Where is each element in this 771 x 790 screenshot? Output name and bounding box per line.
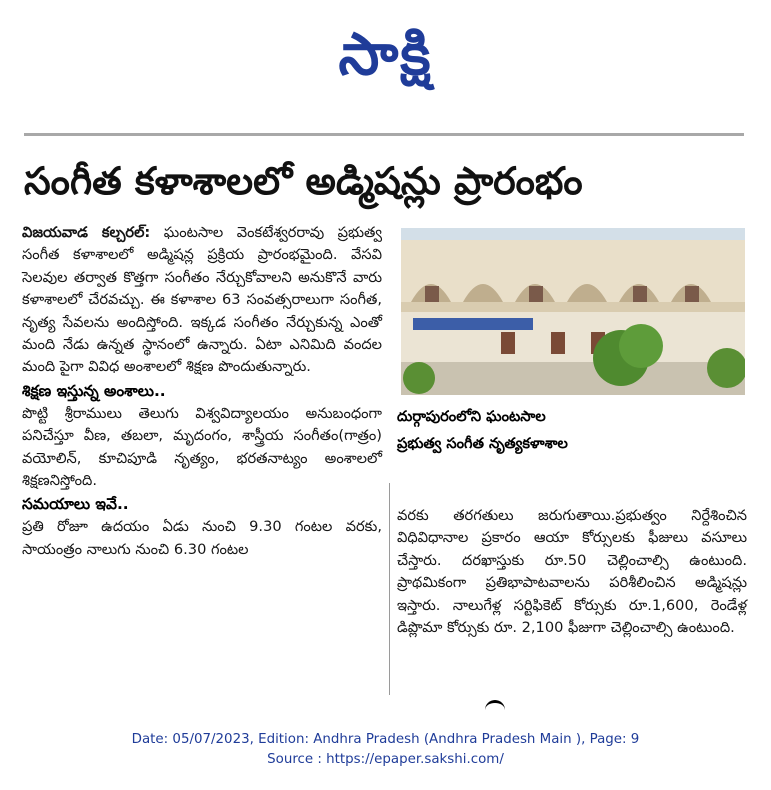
timings-paragraph: ప్రతి రోజూ ఉదయం ఏడు నుంచి 9.30 గంటల వరకు, సాయంత్రం నాలుగు నుంచి 6.30 గంటల — [22, 518, 382, 558]
caption-line-2: ప్రభుత్వ సంగీత నృత్యకళాశాల — [397, 435, 568, 452]
subhead-timings: సమయాలు ఇవే.. — [22, 495, 129, 514]
masthead-divider — [24, 133, 744, 136]
fees-paragraph: వరకు తరగతులు జరుగుతాయి.ప్రభుత్వం నిర్దేశించిన విధివిధానాల ప్రకారం ఆయా కోర్సులకు ఫీజులు వసూలు చేస్తారు. దరఖాస్తుకు రూ.50 చెల్లించాల్సి ఉంటుంది. ప్రాథమికంగా ప్రతిభాపాటవాలను పరిశీలించిన అడ్మిషన్లు ఇస్తారు. నాలుగేళ్ల సర్టిఫికెట్ కోర్సుకు రూ.1,600, రెండేళ్ల డిప్లొమా కోర్సుకు రూ. 2,100 ఫీజుగా చెల్లించాల్సి ఉంటుంది. — [397, 507, 747, 637]
logo-text: సాక్షి — [338, 20, 433, 88]
column-divider — [389, 483, 390, 695]
dateline: విజయవాడ కల్చరల్: — [22, 224, 151, 241]
article-right-column — [397, 505, 747, 639]
masthead-logo — [0, 14, 771, 94]
article-left-column — [22, 222, 382, 561]
intro-paragraph — [22, 222, 382, 379]
footer — [0, 730, 771, 770]
college-building-photo — [401, 228, 745, 395]
subhead-subjects: శిక్షణ ఇస్తున్న అంశాలు.. — [22, 381, 166, 400]
photo-caption — [397, 403, 747, 457]
clipping-edge-glyph — [485, 700, 505, 713]
subjects-paragraph: పొట్టి శ్రీరాములు తెలుగు విశ్వవిద్యాలయం అనుబంధంగా పనిచేస్తూ వీణ, తబలా, మృదంగం, శాస్త్రీయ సంగీతం(గాత్రం) వయోలిన్, కూచిపూడి నృత్యం, భరతనాట్యం అంశాలలో శిక్షణనిస్తోంది. — [22, 404, 382, 490]
footer-source: Source : https://epaper.sakshi.com/ — [267, 752, 504, 767]
footer-date-edition: Date: 05/07/2023, Edition: Andhra Pradesh (Andhra Pradesh Main ), Page: 9 — [131, 732, 640, 747]
caption-line-1: దుర్గాపురంలోని ఘంటసాల — [397, 408, 546, 425]
article-headline: సంగీత కళాశాలలో అడ్మిషన్లు ప్రారంభం — [24, 159, 583, 203]
intro-text: ఘంటసాల వెంకటేశ్వరరావు ప్రభుత్వ సంగీత కళాశాలలో అడ్మిషన్ల ప్రక్రియ ప్రారంభమైంది. వేసవి సెలవుల తర్వాత కొత్తగా సంగీతం నేర్చుకోవాలని అనుకొనే వారు కళాశాలలో చేరవచ్చు. ఈ కళాశాల 63 సంవత్సరాలుగా సంగీత, నృత్య సేవలను అందిస్తోంది. ఇక్కడ సంగీతం నేర్చుకున్న ఎంతో మంది నేడు ఉన్నత స్థానంలో ఉన్నారు. ఏటా ఎనిమిది వందల మంది పైగా వివిధ అంశాలలో శిక్షణ పొందుతున్నారు. — [22, 224, 383, 376]
